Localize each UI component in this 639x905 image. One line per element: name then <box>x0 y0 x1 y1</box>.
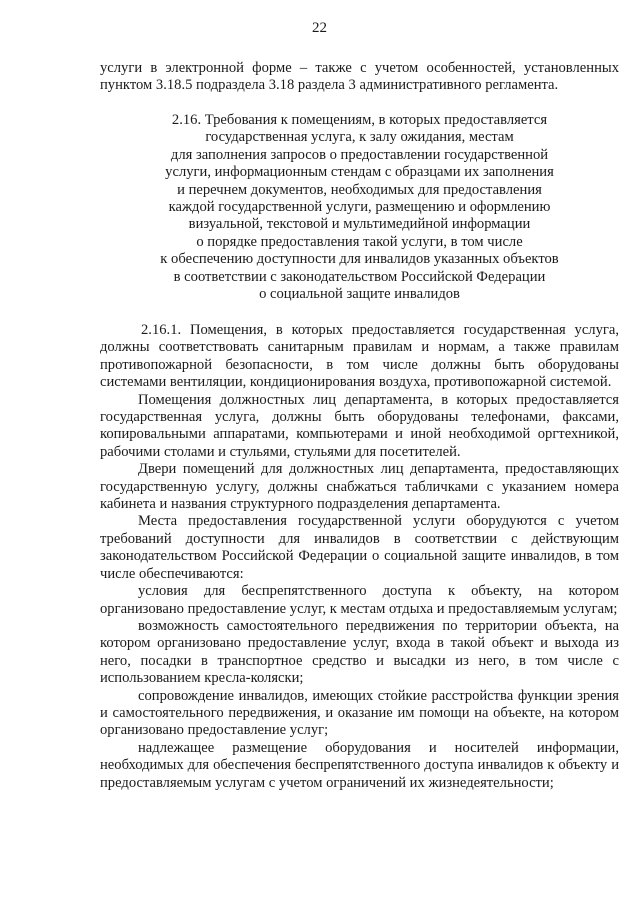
heading-line: государственная услуга, к залу ожидания, местам <box>205 129 514 146</box>
page-number: 22 <box>312 20 327 36</box>
paragraph: 2.16.1. Помещения, в которых предоставляется государственная услуга, должны соответствовать санитарным правилам и нормам, а также правилам противопожарной безопасности, в том числе должны быть оборудованы системами вентиляции, кондиционирования воздуха, противопожарной системой. <box>100 322 619 391</box>
heading-line: в соответствии с законодательством Российской Федерации <box>173 268 546 285</box>
heading-line: и перечнем документов, необходимых для предоставления <box>177 181 542 198</box>
heading-line: к обеспечению доступности для инвалидов указанных объектов <box>160 251 559 268</box>
paragraph: Помещения должностных лиц департамента, в которых предоставляется государственная услуга, должны быть оборудованы телефонами, факсами, копировальными аппаратами, компьютерами и иной необходимой оргтехникой, рабочими столами и стульями, стульями для посетителей. <box>100 391 619 460</box>
heading-line: о социальной защите инвалидов <box>259 286 460 303</box>
list-item: возможность самостоятельного передвижения по территории объекта, на котором организовано предоставление услуг, входа в такой объект и выхода из него, посадки в транспортное средство и высадки из него, в том числе с использованием кресла-коляски; <box>100 617 619 687</box>
heading-line: визуальной, текстовой и мультимедийной информации <box>188 216 531 233</box>
main-body <box>100 322 619 792</box>
list-item: условия для беспрепятственного доступа к объекту, на котором организовано предоставление услуг, к местам отдыха и предоставляемым услугам; <box>100 583 619 617</box>
intro-paragraph: услуги в электронной форме – также с учетом особенностей, установленных пунктом 3.18.5 подраздела 3.18 раздела 3 административного регламента. <box>100 60 619 94</box>
section-heading <box>100 112 619 303</box>
heading-line: о порядке предоставления такой услуги, в том числе <box>196 233 523 250</box>
list-item: надлежащее размещение оборудования и носителей информации, необходимых для обеспечения беспрепятственного доступа инвалидов к объекту и предоставляемым услугам с учетом ограничений их жизнедеятельности; <box>100 739 619 791</box>
paragraph: Места предоставления государственной услуги оборудуются с учетом требований доступности для инвалидов в соответствии с действующим законодательством Российской Федерации о социальной защите инвалидов, в том числе обеспечиваются: <box>100 513 619 582</box>
list-item: сопровождение инвалидов, имеющих стойкие расстройства функции зрения и самостоятельного передвижения, и оказание им помощи на объекте, на котором организовано предоставление услуг; <box>100 687 619 739</box>
paragraph: Двери помещений для должностных лиц департамента, предоставляющих государственную услугу, должны снабжаться табличками с указанием номера кабинета и названия структурного подразделения департамента. <box>100 461 619 513</box>
heading-line: каждой государственной услуги, размещению и оформлению <box>168 199 551 216</box>
heading-line: для заполнения запросов о предоставлении государственной <box>170 146 549 163</box>
heading-line: услуги, информационным стендам с образцами их заполнения <box>165 164 554 181</box>
heading-line: 2.16. Требования к помещениям, в которых предоставляется <box>171 112 548 128</box>
